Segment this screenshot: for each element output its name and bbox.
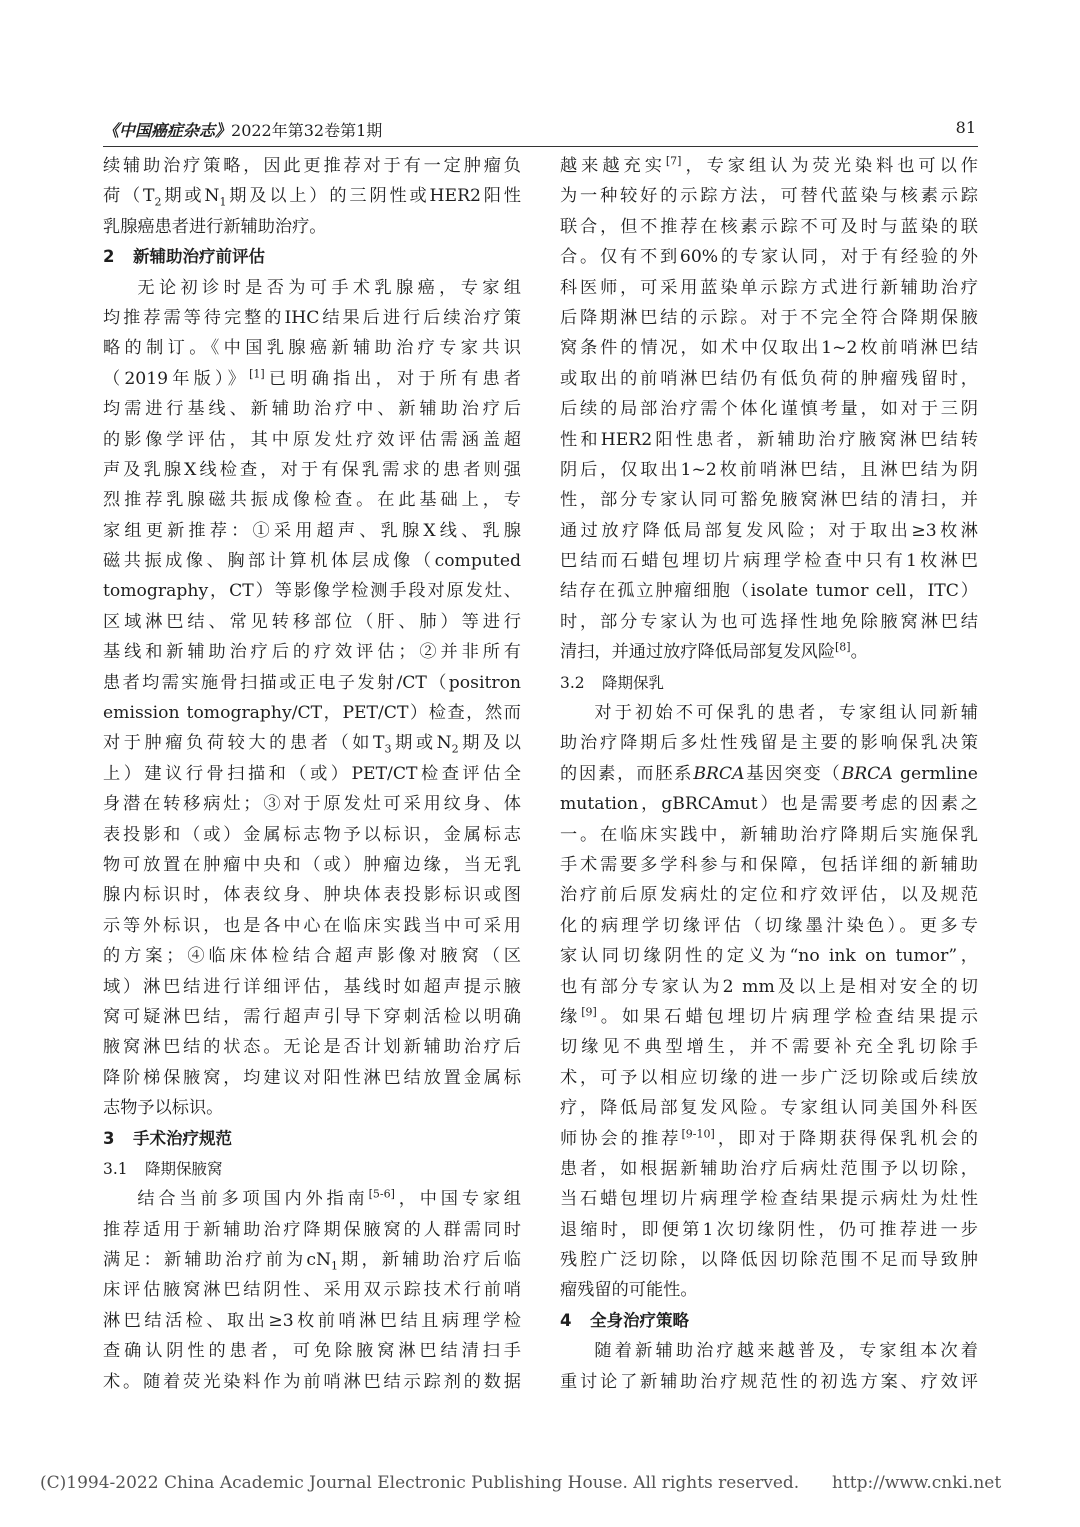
subsection-number: 3.2 [560, 673, 585, 692]
body-line: 磁共振成像、胸部计算机体层成像（computed [103, 551, 521, 572]
section-number: 4 [560, 1310, 572, 1330]
body-line: 的影像学评估，其中原发灶疗效评估需涵盖超 [103, 429, 521, 450]
body-line: 当石蜡包埋切片病理学检查结果提示病灶为灶性 [560, 1189, 978, 1210]
body-line: 腺内标识时，体表纹身、肿块体表投影标识或图 [103, 885, 521, 906]
body-line: 推荐适用于新辅助治疗降期保腋窝的人群需同时 [103, 1219, 521, 1240]
copyright-text: (C)1994-2022 China Academic Journal Electronic Publishing House. All rights reserved. [40, 1473, 800, 1493]
body-line: 区域淋巴结、常见转移部位（肝、肺）等进行 [103, 611, 521, 632]
subsection-title: 降期保腋窝 [145, 1159, 223, 1178]
body-line: 对于初始不可保乳的患者，专家组认同新辅 [594, 703, 978, 724]
body-line: 助治疗降期后多灶性残留是主要的影响保乳决策 [560, 733, 978, 754]
body-line: 均推荐需等待完整的IHC结果后进行后续治疗策 [103, 307, 521, 328]
body-line: 也有部分专家认为2 mm及以上是相对安全的切 [560, 976, 978, 997]
left-column [103, 151, 521, 1397]
body-line: 声及乳腺X线检查，对于有保乳需求的患者则强 [103, 459, 521, 480]
copyright-footer [40, 1473, 1040, 1493]
body-line: 化的病理学切缘评估（切缘墨汁染色）。更多专 [560, 915, 978, 936]
body-line: 患者，如根据新辅助治疗后病灶范围予以切除， [560, 1158, 978, 1179]
body-line: 重讨论了新辅助治疗规范性的初选方案、疗效评 [560, 1371, 978, 1392]
body-line: mutation，gBRCAmut）也是需要考虑的因素之 [560, 794, 978, 815]
section-heading [103, 1124, 521, 1154]
body-line: 窝条件的情况，如术中仅取出1~2枚前哨淋巴结 [560, 338, 978, 359]
journal-name: 《中国癌症杂志》 [103, 121, 232, 140]
body-line: 术，可予以相应切缘的进一步广泛切除或后续放 [560, 1067, 978, 1088]
body-line: 床评估腋窝淋巴结阴性、采用双示踪技术行前哨 [103, 1280, 521, 1301]
body-line: 患者均需实施骨扫描或正电子发射/CT（positron [103, 672, 521, 693]
body-line: 均需进行基线、新辅助治疗中、新辅助治疗后 [103, 399, 521, 420]
body-line: 为一种较好的示踪方法，可替代蓝染与核素示踪 [560, 186, 978, 207]
page-number: 81 [955, 118, 976, 137]
body-line: 阴后，仅取出1~2枚前哨淋巴结，且淋巴结为阴 [560, 459, 978, 480]
body-line: 术。随着荧光染料作为前哨淋巴结示踪剂的数据 [103, 1371, 521, 1392]
body-line: 荷（$T_2$期或$N_1$期及以上）的三阴性或HER2阳性 [103, 186, 521, 209]
body-line: 后续的局部治疗需个体化谨慎考量，如对于三阴 [560, 399, 978, 420]
section-number: 3 [103, 1128, 115, 1148]
body-line: 时，部分专家认为也可选择性地免除腋窝淋巴结 [560, 611, 978, 632]
body-line: 家组更新推荐：①采用超声、乳腺X线、乳腺 [103, 520, 521, 541]
body-line: 示等外标识，也是各中心在临床实践当中可采用 [103, 915, 521, 936]
body-line: 或取出的前哨淋巴结仍有低负荷的肿瘤残留时， [560, 368, 978, 389]
body-line: 越来越充实[7]，专家组认为荧光染料也可以作 [560, 154, 978, 176]
body-line: 结合当前多项国内外指南[5-6]，中国专家组 [137, 1187, 521, 1210]
body-line: 略的制订。《中国乳腺癌新辅助治疗专家共识 [103, 338, 521, 359]
body-line: 域）淋巴结进行详细评估，基线时如超声提示腋 [103, 976, 521, 997]
body-line: 基线和新辅助治疗后的疗效评估；②并非所有 [103, 642, 521, 663]
subsection-heading [103, 1154, 521, 1184]
body-line: 合。仅有不到60%的专家认同，对于有经验的外 [560, 247, 978, 268]
section-title: 全身治疗策略 [590, 1310, 689, 1330]
right-column [560, 151, 978, 1397]
body-line: 瘤残留的可能性。 [560, 1280, 698, 1301]
body-line: 巴结而石蜡包埋切片病理学检查中只有1枚淋巴 [560, 551, 978, 572]
journal-issue: 2022年第32卷第1期 [231, 121, 383, 140]
body-line: 满足：新辅助治疗前为$cN_1$期，新辅助治疗后临 [103, 1250, 521, 1273]
body-line: 查确认阴性的患者，可免除腋窝淋巴结清扫手 [103, 1341, 521, 1362]
body-line: 物可放置在肿瘤中央和（或）肿瘤边缘，当无乳 [103, 854, 521, 875]
body-line: 烈推荐乳腺磁共振成像检查。在此基础上，专 [103, 490, 521, 511]
body-line: 志物予以标识。 [103, 1098, 224, 1119]
body-line: 性和HER2阳性患者，新辅助治疗腋窝淋巴结转 [560, 429, 978, 450]
body-line: 手术需要多学科参与和保障，包括详细的新辅助 [560, 854, 978, 875]
body-line: 性，部分专家认同可豁免腋窝淋巴结的清扫，并 [560, 490, 978, 511]
subsection-heading [560, 668, 978, 698]
body-line: 师协会的推荐[9-10]，即对于降期获得保乳机会的 [560, 1126, 978, 1149]
body-line: 身潜在转移病灶；③对于原发灶可采用纹身、体 [103, 794, 521, 815]
section-title: 新辅助治疗前评估 [133, 247, 265, 267]
body-line: emission tomography/CT，PET/CT）检查，然而 [103, 703, 521, 724]
section-title: 手术治疗规范 [133, 1128, 232, 1148]
body-line: 后降期淋巴结的示踪。对于不完全符合降期保腋 [560, 307, 978, 328]
body-line: 的方案；④临床体检结合超声影像对腋窝（区 [103, 946, 521, 967]
journal-citation [103, 118, 382, 141]
body-line: 随着新辅助治疗越来越普及，专家组本次着 [594, 1341, 978, 1362]
body-line: 表投影和（或）金属标志物予以标识，金属标志 [103, 824, 521, 845]
body-line: 切缘见不典型增生，并不需要补充全乳切除手 [560, 1037, 978, 1058]
footer-link[interactable]: http://www.cnki.net [832, 1473, 1002, 1493]
body-line: tomography，CT）等影像学检测手段对原发灶、 [103, 581, 521, 602]
section-heading [560, 1306, 978, 1336]
body-line: 一。在临床实践中，新辅助治疗降期后实施保乳 [560, 824, 978, 845]
subsection-number: 3.1 [103, 1159, 128, 1178]
body-line: 续辅助治疗策略，因此更推荐对于有一定肿瘤负 [103, 156, 521, 176]
body-line: 疗，降低局部复发风险。专家组认同美国外科医 [560, 1098, 978, 1119]
body-line: 乳腺癌患者进行新辅助治疗。 [103, 216, 327, 237]
section-heading [103, 242, 521, 272]
body-line: 结存在孤立肿瘤细胞（isolate tumor cell，ITC） [560, 581, 978, 602]
body-line: 淋巴结活检、取出≥3枚前哨淋巴结且病理学检 [103, 1310, 521, 1331]
body-line: 无论初诊时是否为可手术乳腺癌，专家组 [137, 277, 521, 298]
section-number: 2 [103, 247, 115, 267]
body-line: 治疗前后原发病灶的定位和疗效评估，以及规范 [560, 885, 978, 906]
body-line: 联合，但不推荐在核素示踪不可及时与蓝染的联 [560, 216, 978, 237]
body-line: 腋窝淋巴结的状态。无论是否计划新辅助治疗后 [103, 1037, 521, 1058]
body-line: 清扫，并通过放疗降低局部复发风险[8]。 [560, 640, 868, 663]
body-line: 的因素，而胚系BRCA基因突变（BRCA germline [560, 763, 978, 784]
body-line: 对于肿瘤负荷较大的患者（如$T_3$期或$N_2$期及以 [103, 733, 521, 756]
body-line: 降阶梯保腋窝，均建议对阳性淋巴结放置金属标 [103, 1067, 521, 1088]
body-line: （2019年版）》[1]已明确指出，对于所有患者 [103, 367, 521, 389]
running-header [103, 114, 978, 147]
body-line: 上）建议行骨扫描和（或）PET/CT检查评估全 [103, 763, 521, 784]
body-line: 科医师，可采用蓝染单示踪方式进行新辅助治疗 [560, 277, 978, 298]
body-line: 通过放疗降低局部复发风险；对于取出≥3枚淋 [560, 520, 978, 541]
body-line: 残腔广泛切除，以降低因切除范围不足而导致肿 [560, 1250, 978, 1271]
body-line: 家认同切缘阴性的定义为“no ink on tumor”， [560, 946, 978, 967]
body-line: 缘[9]。如果石蜡包埋切片病理学检查结果提示 [560, 1005, 978, 1027]
body-line: 退缩时，即便第1次切缘阴性，仍可推荐进一步 [560, 1219, 978, 1240]
body-line: 窝可疑淋巴结，需行超声引导下穿刺活检以明确 [103, 1006, 521, 1027]
subsection-title: 降期保乳 [602, 673, 665, 692]
